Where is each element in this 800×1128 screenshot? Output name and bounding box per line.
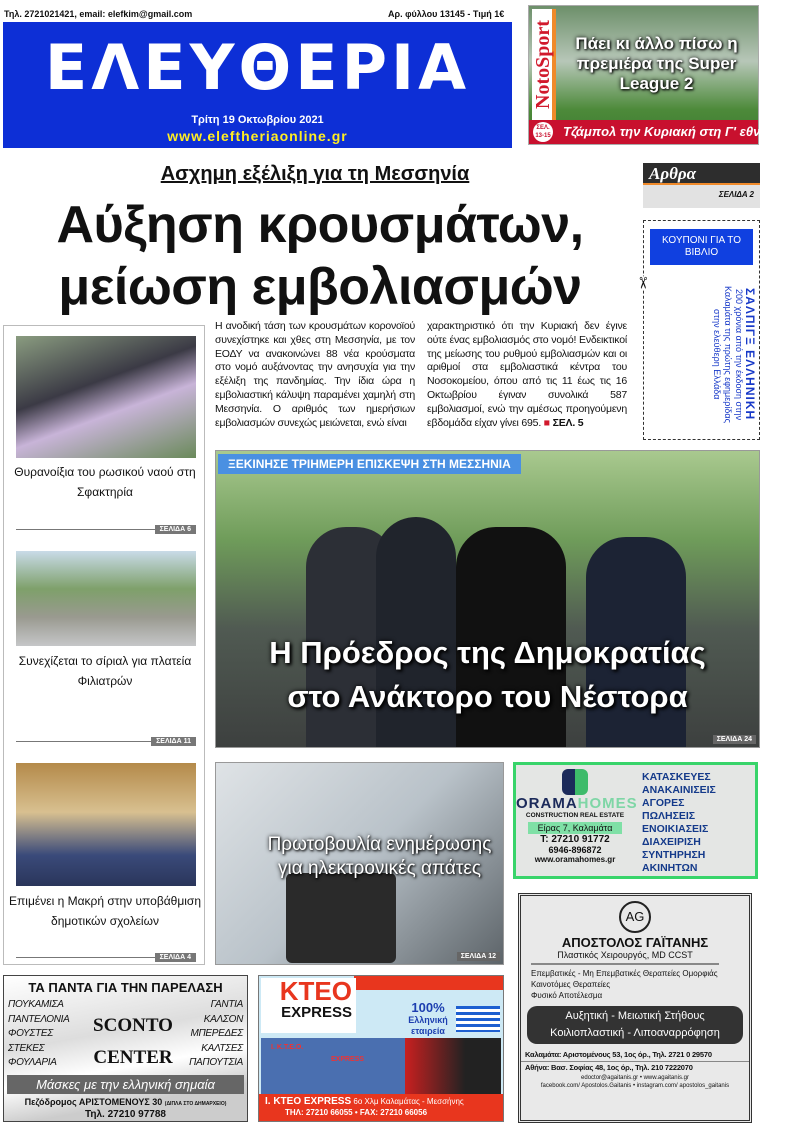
- notosport-headline: Πάει κι άλλο πίσω η πρεμιέρα της Super League 2: [575, 34, 738, 93]
- article-page-ref[interactable]: ■ ΣΕΛ. 5: [544, 417, 584, 429]
- page-label: ΣΕΛΙΔΑ 11: [151, 737, 196, 746]
- arthra-box[interactable]: [643, 163, 760, 208]
- card-fraud-story[interactable]: [215, 762, 504, 965]
- sconto-title: ΤΑ ΠΑΝΤΑ ΓΙΑ ΤΗΝ ΠΑΡΕΛΑΣΗ: [28, 980, 223, 995]
- kteo-claim-text: Ελληνική εταιρεία: [408, 1015, 448, 1036]
- orama-homes-ad[interactable]: [513, 762, 758, 879]
- kteo-footer-name: Ι. KTEO EXPRESS: [265, 1096, 352, 1107]
- coupon-text: [664, 277, 755, 432]
- kteo-express-ad[interactable]: KTEO EXPRESS 100% Ελληνική εταιρεία Ι. Κ.Τ.Ε.Ο. EXPRESS Ι. KTEO EXPRESS 6ο Χλμ Καλαμάτας - Μεσσήνης ΤΗΛ: 27210 66055 • FAX: 27210 66056: [258, 975, 504, 1122]
- orama-logo-icon: [562, 769, 588, 795]
- lead-headline[interactable]: [10, 194, 630, 318]
- story-page-tag: [16, 730, 196, 745]
- orama-sub: CONSTRUCTION REAL ESTATE: [525, 812, 625, 819]
- kteo-building-photo: [261, 1038, 501, 1094]
- notosport-bar-text: Τζάμπολ την Κυριακή στη Γ' εθνική: [563, 124, 780, 139]
- gaitanis-service-1: Αυξητική - Μειωτική Στήθους: [565, 1010, 705, 1022]
- orama-service: ΑΓΟΡΕΣ: [642, 797, 685, 809]
- kteo-red-band: [354, 976, 503, 990]
- orama-address: Είρας 7, Καλαμάτα: [528, 822, 622, 834]
- sconto-item: ΣΤΕΚΕΣ: [8, 1042, 45, 1054]
- makri-photo: [16, 763, 196, 886]
- main-headline-line2: στο Ανάκτορο του Νέστορα: [287, 679, 688, 714]
- story-caption[interactable]: Θυρανοίξια του ρωσικού ναού στη Σφακτηρία: [14, 465, 196, 499]
- sconto-brand-1: SCONTO: [93, 1015, 173, 1036]
- newspaper-logo: ΕΛΕΥΘΕΡΙΑ: [44, 31, 471, 104]
- orama-service: ΚΑΤΑΣΚΕΥΕΣ: [642, 771, 711, 783]
- orama-service: ΠΩΛΗΣΕΙΣ: [642, 810, 696, 822]
- notosport-teaser[interactable]: [528, 5, 780, 145]
- main-story-page: ΣΕΛΙΔΑ 24: [713, 735, 756, 744]
- sconto-item: ΦΟΥΣΤΕΣ: [8, 1028, 53, 1039]
- church-photo: [16, 336, 196, 458]
- scissors-icon: ✂: [633, 276, 651, 290]
- main-headline-line1: Η Πρόεδρος της Δημοκρατίας: [269, 635, 706, 670]
- sconto-address-note: (ΔΙΠΛΑ ΣΤΟ ΔΗΜΑΡΧΕΙΟ): [164, 1101, 227, 1107]
- sconto-center-ad[interactable]: [3, 975, 248, 1122]
- gaitanis-bullet: Φυσικό Αποτέλεσμα: [531, 991, 603, 1000]
- orama-service: ΕΝΟΙΚΙΑΣΕΙΣ: [642, 823, 709, 835]
- sconto-item: ΠΑΠΟΥΤΣΙΑ: [189, 1057, 243, 1068]
- article-col1: Η ανοδική τάση των κρουσμάτων κορονοϊού συνεχίστηκε και χθες στη Μεσσηνία, με τον ΕΟΔΥ να ανακοινώνει 88 νέα κρούσματα στο νομό αυξάνοντας την ανησυχία για την εξέλιξη της πανδημίας. Την ίδια ώρα η εμβολιαστική κάλυψη παραμένει χαμηλή στη Μεσσηνία. Ο αριθμός των ημερήσιων εμβολιασμών συνεχώς μειώνεται, ενώ είναι: [215, 320, 415, 429]
- sconto-item: ΜΠΕΡΕΔΕΣ: [190, 1028, 243, 1039]
- story-page-tag: [16, 946, 196, 961]
- kteo-brand-2: EXPRESS: [281, 1004, 352, 1021]
- kteo-sign-1: Ι. Κ.Τ.Ε.Ο.: [271, 1044, 304, 1051]
- arthra-page: ΣΕΛΙΔΑ 2: [718, 190, 754, 199]
- main-story-headline: [216, 631, 759, 719]
- kteo-location: 6ο Χλμ Καλαμάτας - Μεσσήνης: [353, 1097, 464, 1106]
- orama-service: ΔΙΑΧΕΙΡΙΣΗ ΣΥΝΤΗΡΗΣΗ ΑΚΙΝΗΤΩΝ: [642, 836, 706, 874]
- gaitanis-name: ΑΠΟΣΤΟΛΟΣ ΓΑΪΤΑΝΗΣ: [561, 935, 709, 950]
- lead-headline-line2: μείωση εμβολιασμών: [58, 258, 582, 316]
- arthra-title: Αρθρα: [643, 163, 760, 185]
- sconto-brand-2: CENTER: [93, 1047, 173, 1068]
- orama-web[interactable]: www.oramahomes.gr: [534, 855, 616, 864]
- orama-mobile: 6946-896872: [548, 845, 602, 855]
- coupon-desc: 200 χρόνια από την έκδοση στην Καλαμάτα της πρώτης εφημερίδας στην ελεύθερη Ελλάδα: [712, 286, 744, 423]
- notosport-logo: NotoSport: [532, 9, 556, 121]
- sconto-phone: Τηλ. 27210 97788: [85, 1109, 166, 1120]
- kteo-brand-1: KTEO: [279, 976, 352, 1006]
- sconto-masks: Μάσκες με την ελληνική σημαία: [7, 1075, 244, 1094]
- lead-kicker: Ασχημη εξέλιξη για τη Μεσσηνία: [160, 163, 470, 185]
- sconto-item: ΦΟΥΛΑΡΙΑ: [8, 1057, 57, 1068]
- issue-info: Αρ. φύλλου 13145 - Τιμή 1€: [388, 9, 505, 19]
- gaitanis-social[interactable]: facebook.com/ Apostolos.Gaitanis • instagram.com/ apostolos_gaitanis: [540, 1083, 730, 1089]
- notosport-bar: [529, 120, 780, 144]
- page-label: ΣΕΛΙΔΑ 6: [155, 525, 196, 534]
- gaitanis-bullet: Επεμβατικές - Μη Επεμβατικές Θεραπείες Ομορφιάς: [531, 969, 718, 978]
- sconto-item: ΠΑΝΤΕΛΟΝΙΑ: [8, 1013, 70, 1025]
- gaitanis-web[interactable]: edoctor@agaitanis.gr • www.agaitanis.gr: [581, 1075, 689, 1081]
- gaitanis-title: Πλαστικός Χειρουργός, MD CCST: [531, 950, 719, 965]
- sconto-item: ΚΑΛΣΟΝ: [203, 1013, 243, 1025]
- gaitanis-service-2: Κοιλιοπλαστική - Λιποαναρρόφηση: [550, 1027, 720, 1039]
- gaitanis-ad[interactable]: [518, 893, 752, 1123]
- article-col2-text: χαρακτηριστικό ότι την Κυριακή δεν έγινε ούτε ένας εμβολιασμός στο νομό! Ενδεικτικοί της μείωσης του ρυθμού εμβολιασμών και οι αριθμοί στα εμβολιαστικά κέντρα του Νοσοκομείου, όπου από τις 11 έως τις 16 Οκτωβρίου έγιναν συνολικά 587 εμβολιασμοί, ενώ την αμέσως προηγούμενη εβδομάδα είχαν γίνει 695.: [427, 320, 627, 429]
- notosport-pages: ΣΕΛ. 13-15: [533, 122, 553, 142]
- gaitanis-address-1: Καλαμάτα: Αριστομένους 53, 1ος όρ., Τηλ. 2721 0 29570: [521, 1049, 749, 1062]
- main-story-kicker: ΞΕΚΙΝΗΣΕ ΤΡΙΗΜΕΡΗ ΕΠΙΣΚΕΨΗ ΣΤΗ ΜΕΣΣΗΝΙΑ: [218, 454, 521, 474]
- orama-brand-2: HOMES: [577, 795, 638, 812]
- card-story-page: ΣΕΛΙΔΑ 12: [457, 952, 500, 961]
- gaitanis-bullet: Καινοτόμες Θεραπείες: [531, 980, 611, 989]
- contact-info: Τηλ. 2721021421, email: elefkim@gmail.com: [4, 9, 193, 19]
- kteo-claim-percent: 100%: [411, 1000, 445, 1015]
- article-col2: [427, 320, 627, 430]
- coupon-button[interactable]: ΚΟΥΠΟΝΙ ΓΙΑ ΤΟ ΒΙΒΛΙΟ: [650, 229, 753, 265]
- orama-brand-1: ORAMA: [516, 795, 578, 812]
- sconto-address: Πεζόδρομος ΑΡΙΣΤΟΜΕΝΟΥΣ 30: [24, 1097, 163, 1107]
- sconto-item: ΓΑΝΤΙΑ: [210, 999, 243, 1010]
- issue-date: Τρίτη 19 Οκτωβρίου 2021: [191, 114, 324, 126]
- story-caption[interactable]: Επιμένει η Μακρή στην υποβάθμιση δημοτικών σχολείων: [9, 894, 202, 928]
- greek-flag-icon: [456, 1006, 500, 1032]
- lead-article-body: [215, 320, 627, 430]
- gaitanis-address-2: Αθήνα: Βασ. Σοφίας 48, 1ος όρ., Τηλ. 210 7222070: [525, 1063, 693, 1072]
- story-page-tag: [16, 518, 196, 533]
- story-caption[interactable]: Συνεχίζεται το σίριαλ για πλατεία Φιλιατρών: [18, 654, 192, 688]
- coupon-title: ΣΑΛΠΙΓΞ ΕΛΛΗΝΙΚΗ: [743, 288, 757, 421]
- kteo-phone: ΤΗΛ: 27210 66055: [285, 1108, 353, 1117]
- website-link[interactable]: www.eleftheriaonline.gr: [167, 128, 348, 144]
- sconto-item: ΚΑΛΤΣΕΣ: [201, 1042, 243, 1054]
- square-fountain-photo: [16, 551, 196, 646]
- page-label: ΣΕΛΙΔΑ 4: [155, 953, 196, 962]
- book-coupon[interactable]: [633, 220, 760, 440]
- orama-service: ΑΝΑΚΑΙΝΙΣΕΙΣ: [642, 784, 716, 796]
- sconto-item: ΠΟΥΚΑΜΙΣΑ: [8, 999, 64, 1010]
- orama-phone: T: 27210 91772: [540, 834, 610, 845]
- masthead: [3, 22, 512, 148]
- kteo-sign-2: EXPRESS: [331, 1056, 365, 1063]
- gaitanis-logo: AG: [619, 901, 651, 933]
- kteo-fax: FAX: 27210 66056: [359, 1108, 428, 1117]
- main-story[interactable]: [215, 450, 760, 748]
- card-terminal-image: [286, 873, 396, 963]
- card-story-headline: Πρωτοβουλία ενημέρωσης για ηλεκτρονικές απάτες: [267, 834, 492, 879]
- left-column: [3, 325, 205, 965]
- lead-headline-line1: Αύξηση κρουσμάτων,: [56, 196, 584, 254]
